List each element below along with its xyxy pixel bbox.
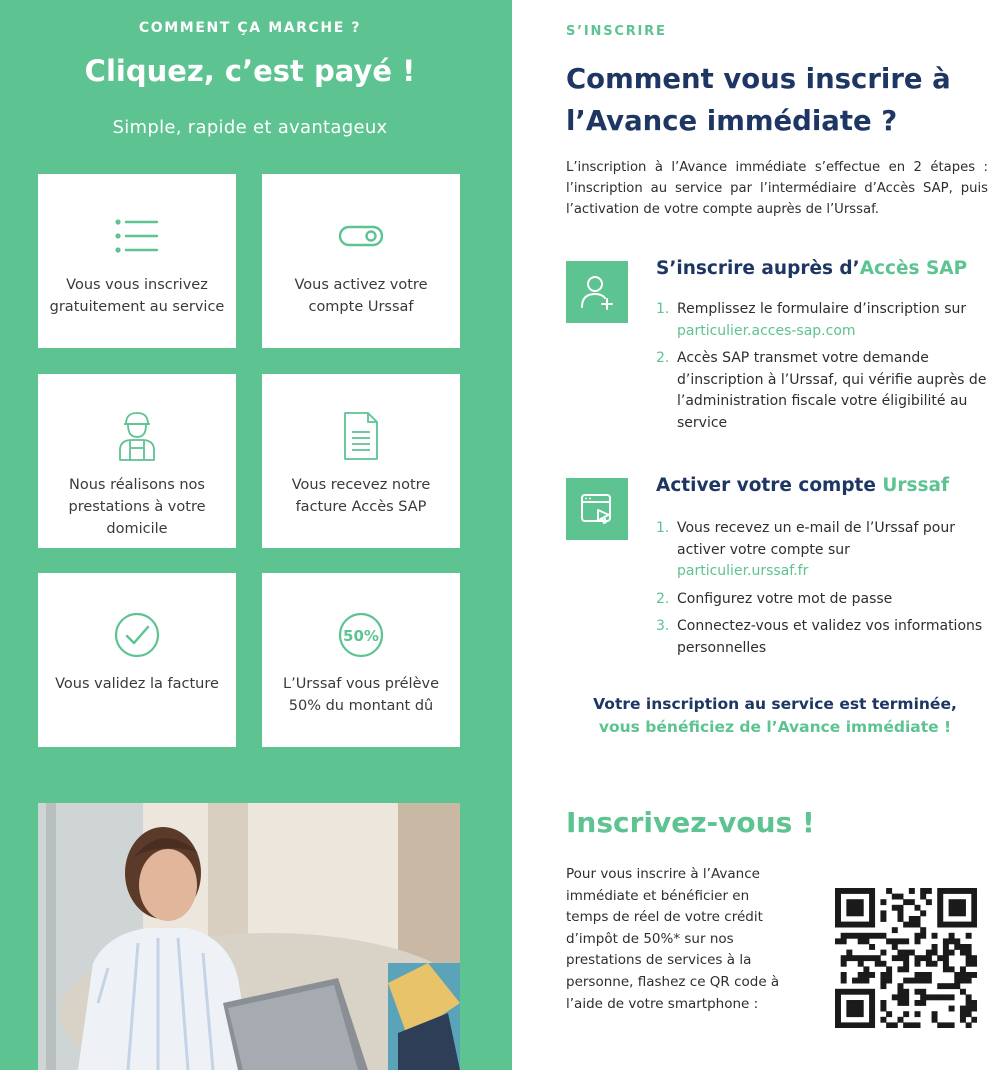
acces-sap-link[interactable]: particulier.acces-sap.com — [677, 322, 856, 339]
check-circle-icon — [38, 609, 236, 661]
list-item-text: Configurez votre mot de passe — [677, 590, 893, 607]
signup-cta-title: Inscrivez-vous ! — [566, 806, 815, 839]
step-card-service — [38, 374, 236, 548]
how-it-works-title: Cliquez, c’est payé ! — [84, 54, 416, 88]
woman-with-laptop-photo — [38, 803, 460, 1070]
signup-cta-text: Pour vous inscrire à l’Avance immédiate et bénéficier en temps de réel de votre crédit d’impôt de 50%* sur nos prestations de services à la personne, flashez ce QR code à l’aide de votre smartphone : — [566, 866, 780, 1012]
step2-list — [656, 518, 996, 665]
list-item — [656, 589, 996, 611]
qr-code[interactable] — [835, 888, 977, 1028]
step1-list — [656, 299, 996, 440]
complete-line-1: Votre inscription au service est terminée, — [593, 695, 957, 713]
urssaf-link[interactable]: particulier.urssaf.fr — [677, 563, 809, 579]
list-item-text: Accès SAP transmet votre demande d’inscription à l’Urssaf, qui vérifie auprès de l’administration fiscale votre éligibilité au service — [677, 350, 987, 431]
list-item-text: Connectez-vous et validez vos informations personnelles — [677, 618, 983, 656]
registration-complete-message — [560, 693, 990, 739]
complete-line-2: vous bénéficiez de l’Avance immédiate ! — [598, 718, 952, 736]
step-card-text: Nous réalisons nos prestations à votre domicile — [68, 477, 206, 537]
list-number: 1. — [656, 520, 670, 536]
list-number: 3. — [656, 618, 670, 634]
step-card-payment — [262, 573, 460, 747]
step-card-text: Vous validez la facture — [55, 676, 219, 692]
list-number: 2. — [656, 590, 670, 607]
step-card-text: Vous recevez notre facture Accès SAP — [291, 477, 431, 515]
register-title: Comment vous inscrire à l’Avance immédiate ? — [566, 63, 951, 137]
user-add-icon — [566, 261, 628, 323]
step1-title-prefix: S’inscrire auprès d’ — [656, 258, 860, 279]
list-item — [656, 518, 996, 583]
list-item-text: Remplissez le formulaire d’inscription sur — [677, 301, 967, 317]
step-card-text: L’Urssaf vous prélève 50% du montant dû — [283, 676, 439, 714]
step1-title-accent: Accès SAP — [859, 258, 968, 279]
register-eyebrow: S’INSCRIRE — [566, 24, 667, 39]
percent-badge-icon — [262, 609, 460, 661]
how-it-works-eyebrow: COMMENT ÇA MARCHE ? — [138, 20, 362, 36]
step-card-invoice — [262, 374, 460, 548]
step1-title — [656, 258, 967, 279]
toggle-icon — [262, 210, 460, 262]
step2-title-accent: Urssaf — [882, 475, 950, 496]
step2-title — [656, 475, 949, 496]
step-card-register — [38, 174, 236, 348]
step2-title-prefix: Activer votre compte — [656, 475, 883, 496]
list-item — [656, 616, 996, 659]
register-intro: L’inscription à l’Avance immédiate s’effectue en 2 étapes : l’inscription au service par l’intermédiaire d’Accès SAP, puis l’activation de votre compte auprès de l’Urssaf. — [566, 160, 988, 217]
svg-text:50%: 50% — [343, 627, 379, 645]
document-icon — [262, 410, 460, 462]
step-card-validate — [38, 573, 236, 747]
list-item — [656, 299, 996, 342]
browser-click-icon — [566, 478, 628, 540]
list-number: 1. — [656, 301, 670, 317]
how-it-works-subtitle: Simple, rapide et avantageux — [112, 117, 388, 138]
step-card-activate — [262, 174, 460, 348]
list-number: 2. — [656, 350, 670, 366]
list-item — [656, 348, 996, 434]
list-icon — [38, 210, 236, 262]
step-card-text: Vous activez votre compte Urssaf — [294, 277, 428, 315]
step-card-text: Vous vous inscrivez gratuitement au service — [49, 277, 225, 315]
list-item-text: Vous recevez un e-mail de l’Urssaf pour activer votre compte sur — [677, 520, 955, 558]
worker-icon — [38, 410, 236, 462]
